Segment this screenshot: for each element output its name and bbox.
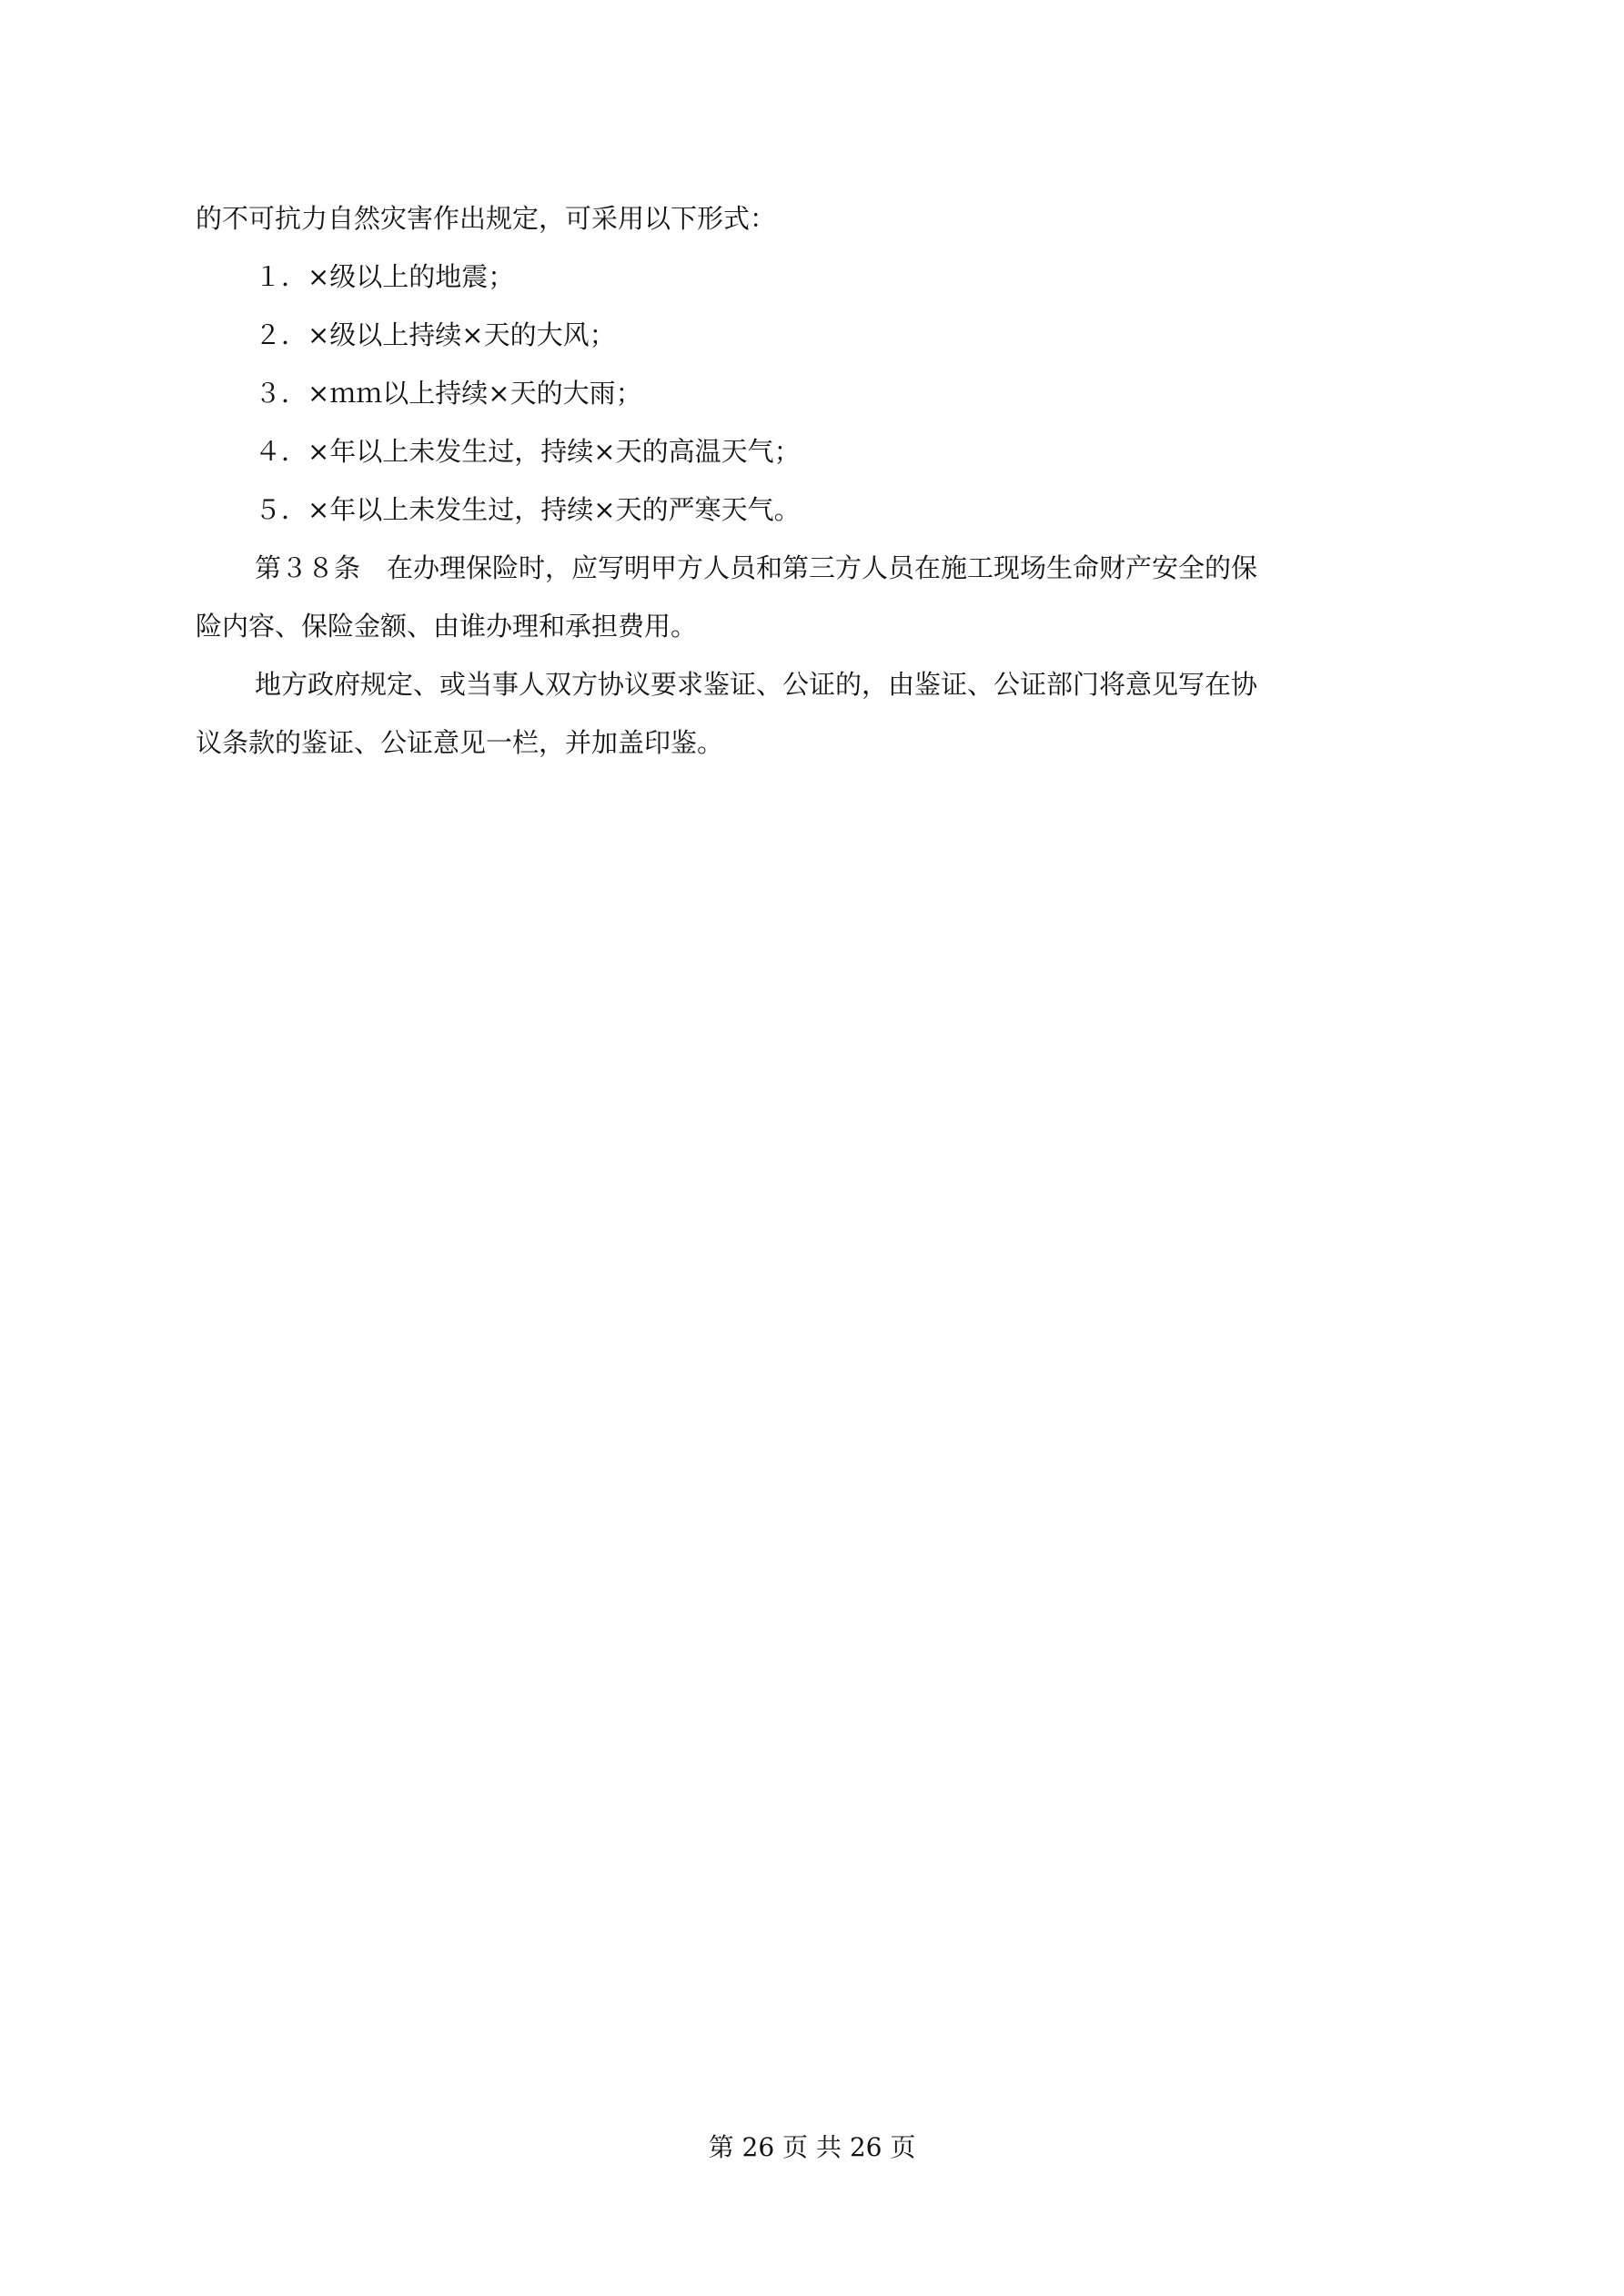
list-item: ３．×ｍｍ以上持续×天的大雨；	[255, 378, 642, 409]
list-item: ５．×年以上未发生过，持续×天的严寒天气。	[255, 494, 801, 525]
body-line: 地方政府规定、或当事人双方协议要求鉴证、公证的，由鉴证、公证部门将意见写在协	[255, 669, 1258, 700]
article-38-line: 第３８条 在办理保险时，应写明甲方人员和第三方人员在施工现场生命财产安全的保	[255, 552, 1258, 583]
list-item: ４．×年以上未发生过，持续×天的高温天气；	[255, 436, 801, 467]
list-item: ２．×级以上持续×天的大风；	[255, 319, 616, 350]
page-number-footer: 第 26 页 共 26 页	[708, 2132, 916, 2162]
list-item: １．×级以上的地震；	[255, 261, 515, 292]
body-line: 议条款的鉴证、公证意见一栏，并加盖印鉴。	[196, 727, 724, 758]
body-line: 险内容、保险金额、由谁办理和承担费用。	[196, 611, 698, 642]
document-body	[196, 189, 1356, 772]
body-line: 的不可抗力自然灾害作出规定，可采用以下形式：	[196, 203, 777, 234]
